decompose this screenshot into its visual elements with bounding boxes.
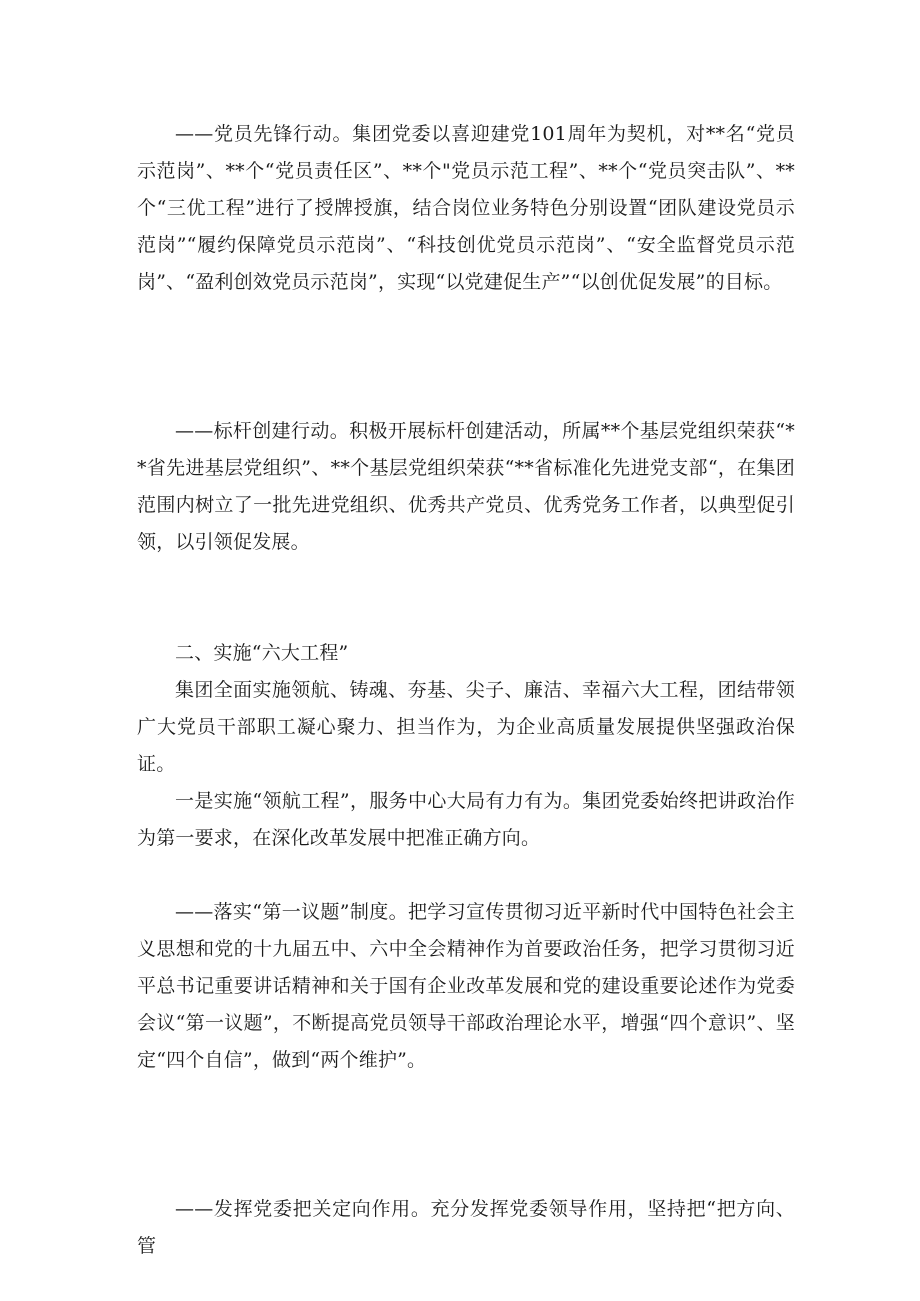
- paragraph-navigation-project: 一是实施“领航工程”，服务中心大局有力有为。集团党委始终把讲政治作为第一要求，在深化改革发展中把准正确方向。: [137, 790, 795, 849]
- paragraph-party-member-vanguard: ——党员先锋行动。集团党委以喜迎建党101周年为契机，对**名“党员示范岗”、**个“党员责任区”、**个"党员示范工程”、**个“党员突击队”、**个“三优工程”进行了授牌授旗，结合岗位业务特色分别设置“团队建设党员示范岗”“履约保障党员示范岗”、“科技创优党员示范岗”、“安全监督党员示范岗”、“盈利创效党员示范岗”，实现“以党建促生产”“以创优促发展”的目标。: [137, 123, 795, 293]
- paragraph-party-committee-role: ——发挥党委把关定向作用。充分发挥党委领导作用，坚持把“把方向、管: [137, 1198, 795, 1257]
- paragraph-benchmark-building: ——标杆创建行动。积极开展标杆创建活动，所属**个基层党组织荣获“**省先进基层党组织”、**个基层党组织荣获“**省标准化先进党支部“，在集团范围内树立了一批先进党组织、优秀共产党员、优秀党务工作者，以典型促引领，以引领促发展。: [137, 420, 795, 553]
- section-heading-six-projects: 二、实施“六大工程”: [175, 642, 349, 664]
- paragraph-first-agenda-item: ——落实“第一议题”制度。把学习宣传贯彻习近平新时代中国特色社会主义思想和党的十九届五中、六中全会精神作为首要政治任务，把学习贯彻习近平总书记重要讲话精神和关于国有企业改革发展和党的建设重要论述作为党委会议“第一议题”，不断提高党员领导干部政治理论水平，增强“四个意识”、坚定“四个自信”，做到“两个维护”。: [137, 901, 795, 1071]
- paragraph-six-projects-intro: 集团全面实施领航、铸魂、夯基、尖子、廉洁、幸福六大工程，团结带领广大党员干部职工凝心聚力、担当作为，为企业高质量发展提供坚强政治保证。: [137, 679, 795, 775]
